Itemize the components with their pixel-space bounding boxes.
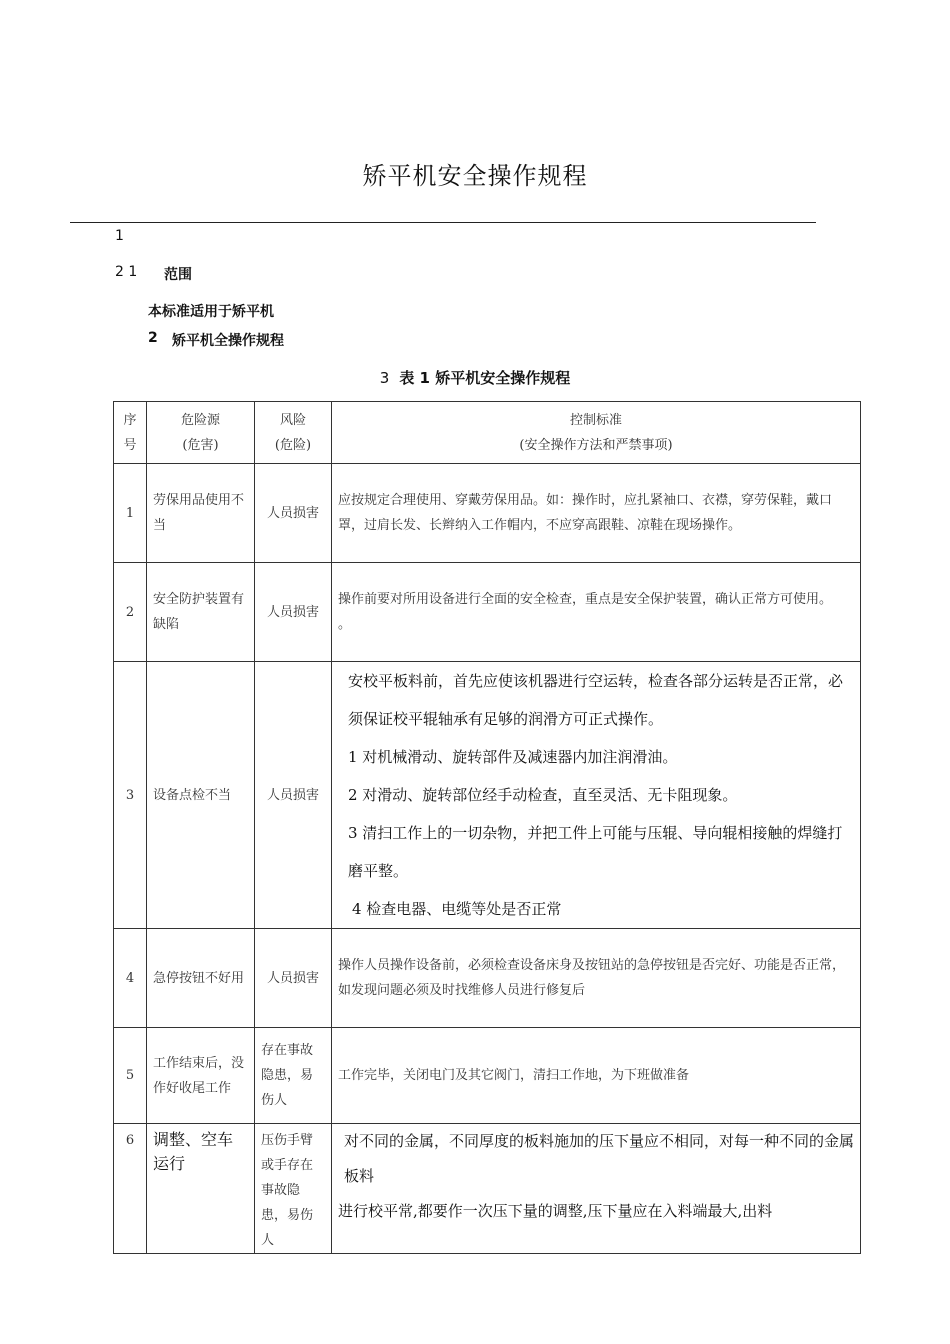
table-row <box>114 662 861 929</box>
header-control: 控制标准 (安全操作方法和严禁事项) <box>332 402 861 464</box>
control-line: 3 清扫工作上的一切杂物，并把工件上可能与压辊、导向辊相接触的焊缝打磨平整。 <box>348 824 843 880</box>
section-2-title: 矫平机全操作规程 <box>172 333 284 349</box>
row-control <box>332 662 861 929</box>
control-line: 安校平板料前，首先应使该机器进行空运转，检查各部分运转是否正常，必须保证校平辊轴承有足够的润滑方可正式操作。 <box>348 672 844 728</box>
row-control <box>332 563 861 662</box>
row-control: 工作完毕，关闭电门及其它阀门，清扫工作地，为下班做准备 <box>332 1028 861 1124</box>
header-hazard: 危险源 (危害) <box>147 402 255 464</box>
row-hazard: 设备点检不当 <box>147 662 255 929</box>
control-line: 对不同的金属，不同厚度的板料施加的压下量应不相同，对每一种不同的金属板料 <box>344 1132 855 1185</box>
row-seq: 4 <box>114 929 147 1028</box>
caption-number: 3 <box>379 369 390 387</box>
row-seq: 1 <box>114 464 147 563</box>
line-number: 1 <box>115 228 124 244</box>
control-line: 操作前要对所用设备进行全面的安全检查，重点是安全保护装置，确认正常方可使用。 <box>338 592 833 607</box>
safety-procedure-table <box>113 401 861 1254</box>
row-seq: 5 <box>114 1028 147 1124</box>
row-risk: 压伤手臂或手存在事故隐患，易伤人 <box>255 1124 332 1254</box>
row-control: 操作人员操作设备前，必须检查设备床身及按钮站的急停按钮是否完好、功能是否正常，如发现问题必须及时找维修人员进行修复后 <box>332 929 861 1028</box>
row-seq: 6 <box>114 1124 147 1254</box>
row-risk: 人员损害 <box>255 563 332 662</box>
table-row <box>114 464 861 563</box>
row-control: 应按规定合理使用、穿戴劳保用品。如：操作时，应扎紧袖口、衣襟，穿劳保鞋，戴口罩，过肩长发、长辫纳入工作帽内，不应穿高跟鞋、凉鞋在现场操作。 <box>332 464 861 563</box>
caption-text: 表 1 矫平机安全操作规程 <box>399 369 571 387</box>
row-hazard: 急停按钮不好用 <box>147 929 255 1028</box>
row-seq: 2 <box>114 563 147 662</box>
header-risk: 风险 (危险) <box>255 402 332 464</box>
control-line: 4 检查电器、电缆等处是否正常 <box>352 900 562 918</box>
header-seq: 序 号 <box>114 402 147 464</box>
table-row <box>114 1028 861 1124</box>
row-risk: 人员损害 <box>255 929 332 1028</box>
table-caption <box>0 367 950 388</box>
title-divider <box>70 222 816 223</box>
row-hazard: 调整、空车运行 <box>147 1124 255 1254</box>
table-header-row <box>114 402 861 464</box>
scope-text: 本标准适用于矫平机 <box>148 304 274 320</box>
row-seq: 3 <box>114 662 147 929</box>
control-line: 进行校平常,都要作一次压下量的调整,压下量应在入料端最大,出料 <box>338 1202 773 1220</box>
row-hazard: 工作结束后，没作好收尾工作 <box>147 1028 255 1124</box>
document-title: 矫平机安全操作规程 <box>362 162 588 190</box>
row-hazard: 劳保用品使用不当 <box>147 464 255 563</box>
control-line: 1 对机械滑动、旋转部件及减速器内加注润滑油。 <box>348 748 678 766</box>
section-1-title: 范围 <box>164 267 192 283</box>
table-row <box>114 929 861 1028</box>
row-risk: 存在事故隐患，易伤人 <box>255 1028 332 1124</box>
row-risk: 人员损害 <box>255 464 332 563</box>
control-line: 2 对滑动、旋转部位经手动检查，直至灵活、无卡阻现象。 <box>348 786 738 804</box>
control-line: 。 <box>338 617 352 632</box>
row-risk: 人员损害 <box>255 662 332 929</box>
row-hazard: 安全防护装置有缺陷 <box>147 563 255 662</box>
section-2-number: 2 <box>148 330 158 346</box>
row-control <box>332 1124 861 1254</box>
table-row <box>114 1124 861 1254</box>
section-1-number: 2 1 <box>115 264 138 280</box>
table-row <box>114 563 861 662</box>
